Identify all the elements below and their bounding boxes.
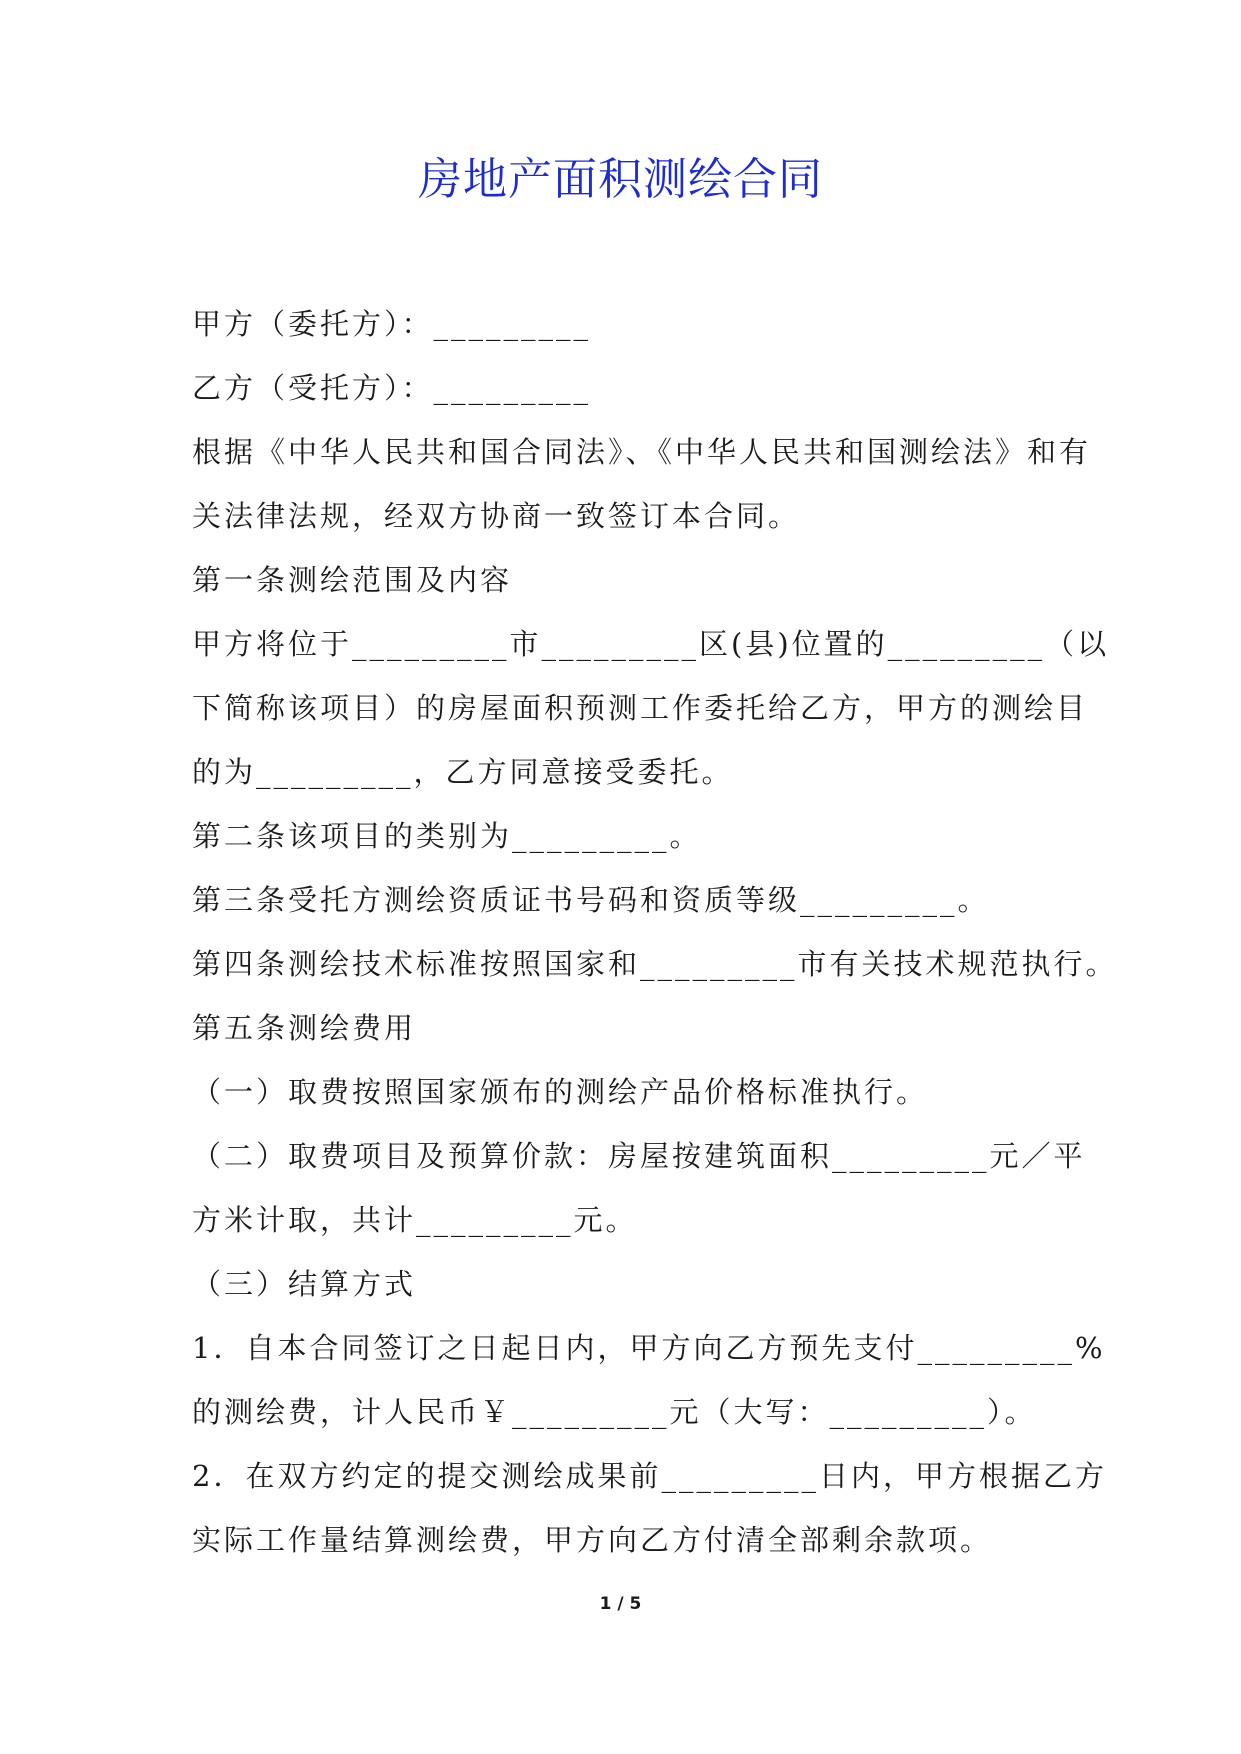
- article-4-line: 第四条测绘技术标准按照国家和_________市有关技术规范执行。: [192, 947, 1118, 981]
- settlement-1-line-1: 1．自本合同签订之日起日内，甲方向乙方预先支付_________%: [192, 1331, 1106, 1365]
- article-3-line: 第三条受托方测绘资质证书号码和资质等级_________。: [192, 883, 990, 917]
- fee-item-1: （一）取费按照国家颁布的测绘产品价格标准执行。: [192, 1075, 929, 1109]
- fee-item-2-line-2: 方米计取，共计_________元。: [192, 1203, 638, 1237]
- settlement-2-line-2: 实际工作量结算测绘费，甲方向乙方付清全部剩余款项。: [192, 1523, 993, 1557]
- fee-item-3-heading: （三）结算方式: [192, 1267, 417, 1301]
- party-a-line: 甲方（委托方）：_________: [192, 307, 592, 341]
- settlement-1-line-2: 的测绘费，计人民币￥_________元（大写：_________）。: [192, 1395, 1037, 1429]
- document-title: 房地产面积测绘合同: [418, 154, 823, 205]
- article-1-line-2: 下简称该项目）的房屋面积预测工作委托给乙方，甲方的测绘目: [192, 691, 1089, 725]
- preamble-line-1: 根据《中华人民共和国合同法》、《中华人民共和国测绘法》和有: [192, 435, 1092, 469]
- article-1-line-1: 甲方将位于_________市_________区(县)位置的_________（以: [192, 627, 1110, 661]
- settlement-2-line-1: 2．在双方约定的提交测绘成果前_________日内，甲方根据乙方: [192, 1459, 1107, 1493]
- preamble-line-2: 关法律法规，经双方协商一致签订本合同。: [192, 499, 801, 533]
- fee-item-2-line-1: （二）取费项目及预算价款：房屋按建筑面积_________元／平: [192, 1139, 1086, 1173]
- article-5-heading: 第五条测绘费用: [192, 1011, 417, 1045]
- contract-body: [192, 292, 1118, 1572]
- party-b-line: 乙方（受托方）：_________: [192, 371, 592, 405]
- article-1-line-3: 的为_________，乙方同意接受委托。: [192, 755, 734, 789]
- page-number: 1 / 5: [599, 1594, 642, 1614]
- article-1-heading: 第一条测绘范围及内容: [192, 563, 513, 597]
- article-2-line: 第二条该项目的类别为_________。: [192, 819, 702, 853]
